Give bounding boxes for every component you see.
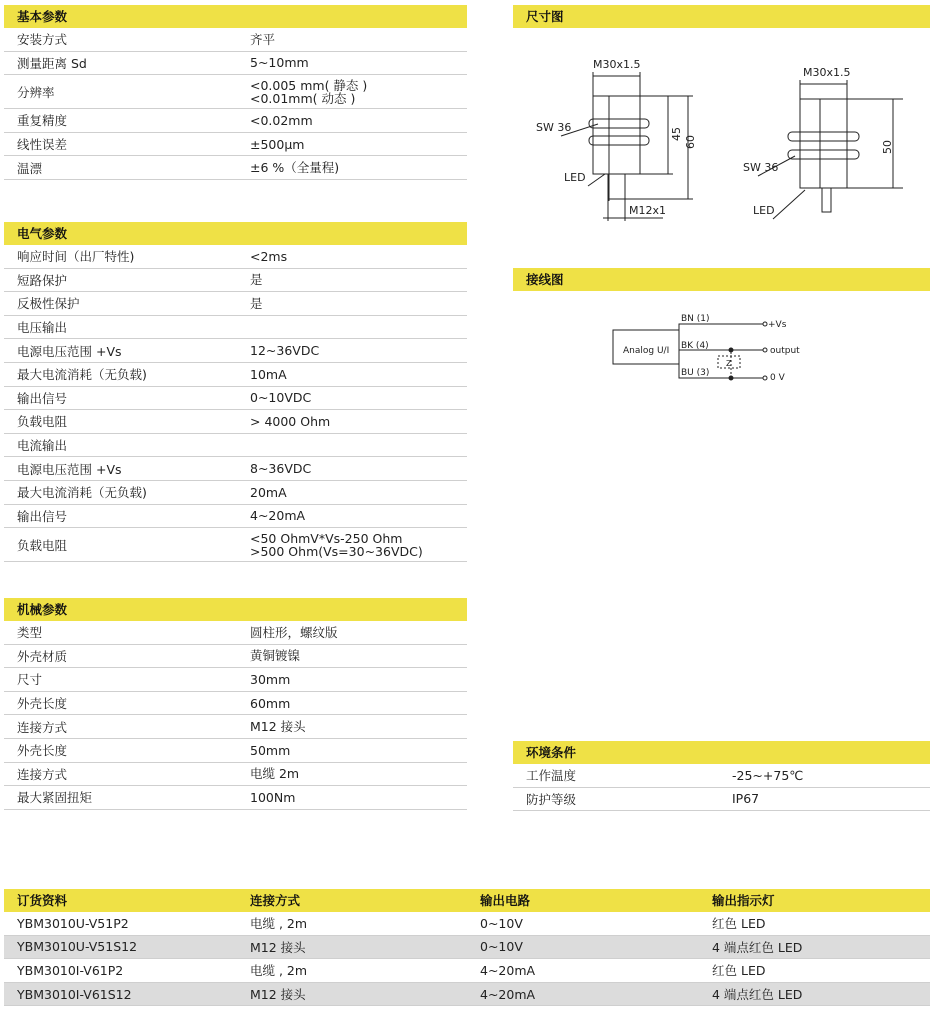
value-line: IP67: [732, 791, 760, 807]
param-row: [4, 109, 467, 133]
param-label: 短路保护: [17, 272, 68, 288]
param-row: [513, 764, 930, 788]
value-line: >500 Ohm(Vs=30~36VDC): [250, 543, 423, 559]
table-cell: 0~10V: [480, 939, 523, 955]
value-line: ±6 %（全量程): [250, 160, 340, 176]
param-label: 电源电压范围 +Vs: [17, 343, 122, 359]
value-line: 10mA: [250, 366, 287, 382]
param-value: [732, 792, 930, 805]
param-label: 电压输出: [17, 320, 68, 336]
param-row: [4, 269, 467, 293]
length-45: 45: [670, 127, 683, 141]
table-cell: YBM3010U-V51S12: [17, 939, 138, 955]
param-row: [4, 621, 467, 645]
ordering-table: [4, 889, 930, 1006]
param-label: 反极性保护: [17, 296, 80, 312]
environment-section: [513, 741, 930, 811]
table-cell: 红色 LED: [712, 916, 766, 932]
param-row: [4, 434, 467, 458]
value-line: M12 接头: [250, 719, 306, 735]
section-title: 基本参数: [4, 5, 467, 28]
param-row: [4, 410, 467, 434]
value-line: 5~10mm: [250, 55, 309, 71]
param-label: 连接方式: [17, 719, 68, 735]
mechanical-params-section: [4, 598, 467, 810]
param-label: 防护等级: [526, 791, 577, 807]
param-row: [4, 481, 467, 505]
value-line: 是: [250, 272, 263, 288]
param-value: [250, 391, 467, 404]
param-label: 最大电流消耗（无负载): [17, 367, 147, 383]
table-row: [4, 936, 930, 960]
load-z: Z: [726, 359, 732, 368]
table-cell: YBM3010I-V61S12: [17, 986, 132, 1002]
param-value: [250, 138, 467, 151]
param-row: [4, 292, 467, 316]
value-line: 30mm: [250, 671, 291, 687]
section-title: 电气参数: [4, 222, 467, 245]
column-header: 连接方式: [250, 893, 301, 908]
length-50: 50: [881, 140, 894, 154]
param-value: [732, 769, 930, 782]
param-row: [4, 75, 467, 109]
param-row: [4, 528, 467, 562]
param-row: [513, 788, 930, 812]
param-value: [250, 791, 467, 804]
param-label: 最大紧固扭矩: [17, 790, 93, 806]
table-cell: YBM3010I-V61P2: [17, 962, 124, 978]
param-label: 连接方式: [17, 766, 68, 782]
wire-bu: BU (3): [681, 368, 710, 378]
table-cell: 电缆 , 2m: [250, 963, 308, 979]
param-value: [250, 33, 467, 46]
param-value: [250, 273, 467, 286]
value-line: 12~36VDC: [250, 343, 320, 359]
param-label: 最大电流消耗（无负载): [17, 485, 147, 501]
param-value: [250, 720, 467, 733]
param-value: [250, 744, 467, 757]
table-row: [4, 912, 930, 936]
table-cell: M12 接头: [250, 987, 306, 1003]
terminal-vs: +Vs: [768, 320, 787, 330]
wiring-diagram-section: [513, 268, 930, 391]
param-row: [4, 28, 467, 52]
wrench-label: SW 36: [743, 161, 779, 174]
wiring-diagram: [513, 291, 930, 391]
param-value: [250, 767, 467, 780]
section-title: 机械参数: [4, 598, 467, 621]
value-line: 是: [250, 295, 263, 311]
column-header: 输出指示灯: [712, 893, 775, 908]
param-value: [250, 368, 467, 381]
param-label: 电源电压范围 +Vs: [17, 461, 122, 477]
value-line: 50mm: [250, 742, 291, 758]
column-header: 输出电路: [480, 893, 531, 908]
param-value: [250, 649, 467, 662]
param-row: [4, 763, 467, 787]
param-label: 输出信号: [17, 390, 68, 406]
terminal-0v: 0 V: [770, 373, 785, 383]
value-line: <50 OhmV*Vs-250 Ohm: [250, 530, 403, 546]
param-row: [4, 133, 467, 157]
table-cell: 4 端点红色 LED: [712, 939, 803, 955]
value-line: <0.005 mm( 静态 ): [250, 77, 368, 93]
table-cell: 0~10V: [480, 915, 523, 931]
param-value: [250, 697, 467, 710]
param-label: 测量距离 Sd: [17, 55, 87, 71]
param-value: [250, 626, 467, 639]
param-label: 输出信号: [17, 508, 68, 524]
wrench-label: SW 36: [536, 121, 572, 134]
param-value: [250, 532, 467, 558]
dimension-drawing-section: [513, 5, 930, 228]
param-row: [4, 505, 467, 529]
section-title: 接线图: [513, 268, 930, 291]
section-title: 环境条件: [513, 741, 930, 764]
param-row: [4, 245, 467, 269]
param-row: [4, 339, 467, 363]
param-value: [250, 56, 467, 69]
led-label: LED: [753, 204, 775, 217]
param-label: 响应时间（出厂特性): [17, 249, 135, 265]
wire-bn: BN (1): [681, 314, 710, 324]
param-label: 外壳长度: [17, 743, 68, 759]
table-cell: 4 端点红色 LED: [712, 987, 803, 1003]
param-row: [4, 668, 467, 692]
param-label: 负载电阻: [17, 414, 68, 430]
param-value: [250, 297, 467, 310]
param-row: [4, 316, 467, 340]
param-value: [250, 509, 467, 522]
param-value: [250, 415, 467, 428]
dimension-drawing: [513, 28, 930, 228]
param-row: [4, 645, 467, 669]
param-label: 重复精度: [17, 113, 68, 129]
value-line: 电缆 2m: [250, 766, 300, 782]
param-value: [250, 250, 467, 263]
param-row: [4, 715, 467, 739]
connector-label: M12x1: [629, 204, 666, 217]
table-cell: M12 接头: [250, 939, 306, 955]
param-label: 安装方式: [17, 32, 68, 48]
param-label: 负载电阻: [17, 537, 68, 553]
param-row: [4, 363, 467, 387]
table-cell: 电缆 , 2m: [250, 916, 308, 932]
value-line: 黄铜镀镍: [250, 648, 301, 664]
value-line: 4~20mA: [250, 508, 306, 524]
wire-bk: BK (4): [681, 341, 709, 351]
param-label: 外壳材质: [17, 648, 68, 664]
table-header: [4, 889, 930, 912]
value-line: -25~+75℃: [732, 767, 804, 783]
section-title: 尺寸图: [513, 5, 930, 28]
param-value: [250, 673, 467, 686]
param-label: 工作温度: [526, 768, 577, 784]
param-label: 电流输出: [17, 438, 68, 454]
table-cell: 红色 LED: [712, 963, 766, 979]
electrical-params-section: [4, 222, 467, 562]
param-label: 线性误差: [17, 137, 68, 153]
param-row: [4, 786, 467, 810]
table-cell: 4~20mA: [480, 962, 536, 978]
table-row: [4, 983, 930, 1007]
value-line: 20mA: [250, 484, 287, 500]
param-label: 温漂: [17, 160, 43, 176]
value-line: ±500µm: [250, 136, 305, 152]
param-value: [250, 462, 467, 475]
param-row: [4, 52, 467, 76]
column-header: 订货资料: [17, 893, 68, 908]
value-line: <0.01mm( 动态 ): [250, 90, 356, 106]
value-line: 100Nm: [250, 789, 296, 805]
param-row: [4, 739, 467, 763]
value-line: > 4000 Ohm: [250, 413, 331, 429]
param-value: [250, 161, 467, 174]
value-line: 60mm: [250, 695, 291, 711]
value-line: <0.02mm: [250, 112, 313, 128]
param-row: [4, 387, 467, 411]
value-line: 齐平: [250, 31, 276, 47]
analog-box-label: Analog U/I: [623, 346, 670, 356]
thread-label: M30x1.5: [803, 66, 851, 79]
param-row: [4, 457, 467, 481]
param-row: [4, 156, 467, 180]
led-label: LED: [564, 171, 586, 184]
table-row: [4, 959, 930, 983]
param-row: [4, 692, 467, 716]
value-line: 0~10VDC: [250, 390, 312, 406]
table-cell: YBM3010U-V51P2: [17, 915, 129, 931]
thread-label: M30x1.5: [593, 58, 641, 71]
length-60: 60: [684, 135, 697, 149]
param-label: 外壳长度: [17, 696, 68, 712]
value-line: 8~36VDC: [250, 461, 312, 477]
value-line: <2ms: [250, 248, 288, 264]
param-label: 尺寸: [17, 672, 43, 688]
param-value: [250, 344, 467, 357]
param-value: [250, 486, 467, 499]
param-value: [250, 79, 467, 105]
param-value: [250, 114, 467, 127]
terminal-output: output: [770, 346, 800, 356]
param-label: 类型: [17, 625, 43, 641]
basic-params-section: [4, 5, 467, 180]
value-line: 圆柱形，螺纹版: [250, 624, 338, 640]
table-cell: 4~20mA: [480, 986, 536, 1002]
param-label: 分辨率: [17, 84, 55, 100]
